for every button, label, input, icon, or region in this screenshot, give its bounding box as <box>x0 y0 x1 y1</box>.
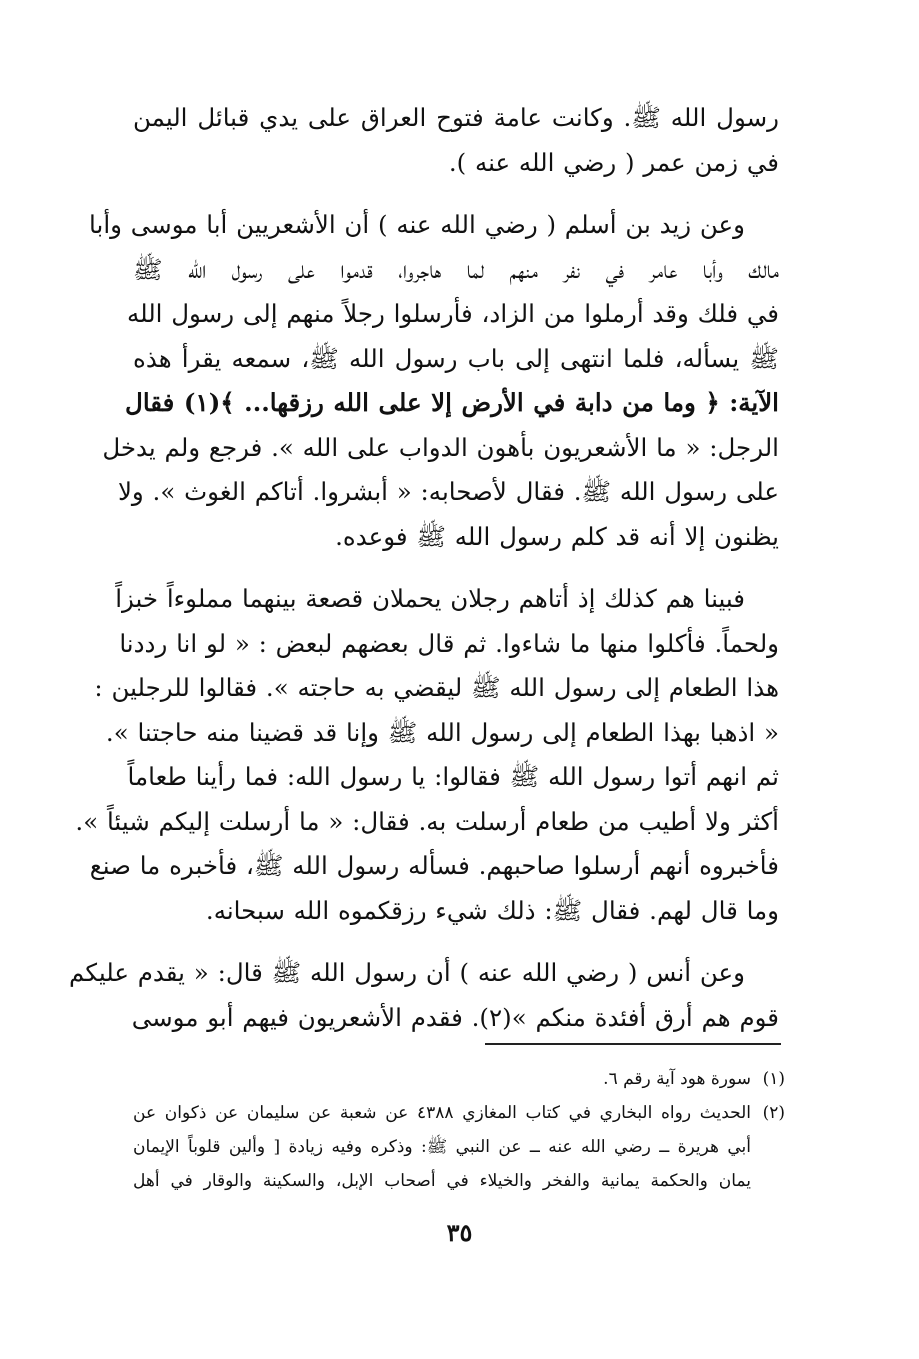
paragraph-3 <box>75 577 779 933</box>
paragraph-4 <box>69 951 779 1040</box>
text-line: على رسول الله ﷺ. فقال لأصحابه: « أبشروا. أتاكم الغوث ». ولا <box>117 477 779 506</box>
footnotes <box>133 1062 785 1198</box>
footnote-separator <box>485 1043 781 1045</box>
paragraph-2 <box>89 203 779 559</box>
text-line: ثم انهم أتوا رسول الله ﷺ فقالوا: يا رسول الله: فما رأينا طعاماً <box>127 762 779 791</box>
footnote-number: (٢) <box>762 1103 785 1123</box>
text-line: وعن زيد بن أسلم ( رضي الله عنه ) أن الأشعريين أبا موسى وأبا <box>89 210 745 239</box>
body-text <box>69 96 779 1058</box>
paragraph-1 <box>133 96 779 185</box>
quran-verse-line: الآية: ﴿ وما من دابة في الأرض إلا على الله رزقها... ﴾(١) فقال <box>125 388 779 417</box>
text-line: في زمن عمر ( رضي الله عنه ). <box>448 147 779 177</box>
text-line: ولحماً. فأكلوا منها ما شاءوا. ثم قال بعضهم لبعض : « لو انا رددنا <box>119 628 779 658</box>
footnote-line: أبي هريرة ــ رضي الله عنه ــ عن النبي ﷺ: وذكره وفيه زيادة [ وألين قلوباً الإيمان <box>133 1137 751 1157</box>
text-line: رسول الله ﷺ. وكانت عامة فتوح العراق على يدي قبائل اليمن <box>133 103 779 132</box>
text-line: « اذهبا بهذا الطعام إلى رسول الله ﷺ وإنا قد قضينا منه حاجتنا ». <box>105 717 779 747</box>
text-line: قوم هم أرق أفئدة منكم »(٢). فقدم الأشعريون فيهم أبو موسى <box>131 1002 779 1032</box>
footnote-2 <box>133 1096 785 1198</box>
text-line: وما قال لهم. فقال ﷺ: ذلك شيء رزقكموه الله سبحانه. <box>205 895 779 925</box>
text-line: أكثر ولا أطيب من طعام أرسلت به. فقال: « ما أرسلت إليكم شيئاً ». <box>75 806 779 836</box>
text-line: فأخبروه أنهم أرسلوا صاحبهم. فسأله رسول الله ﷺ، فأخبره ما صنع <box>89 851 779 880</box>
footnote-line: سورة هود آية رقم ٦. <box>603 1069 751 1089</box>
text-line: ﷺ يسأله، فلما انتهى إلى باب رسول الله ﷺ، سمعه يقرأ هذه <box>133 343 779 373</box>
text-line: مالك وأبا عامر في نفر منهم لما هاجروا، قدموا على رسول الله ﷺ <box>133 254 779 284</box>
text-line: يظنون إلا أنه قد كلم رسول الله ﷺ فوعده. <box>335 521 779 551</box>
footnote-line: الحديث رواه البخاري في كتاب المغازي ٤٣٨٨ عن شعبة عن سليمان عن ذكوان عن <box>133 1103 751 1123</box>
text-line: فبينا هم كذلك إذ أتاهم رجلان يحملان قصعة بينهما مملوءاً خبزاً <box>115 584 745 613</box>
text-line: الرجل: « ما الأشعريون بأهون الدواب على الله ». فرجع ولم يدخل <box>102 432 779 462</box>
text-line: هذا الطعام إلى رسول الله ﷺ ليقضي به حاجته ». فقالوا للرجلين : <box>94 673 779 702</box>
footnote-line: يمان والحكمة يمانية والفخر والخيلاء في أصحاب الإبل، والسكينة والوقار في أهل <box>133 1171 751 1191</box>
footnote-number: (١) <box>762 1069 785 1089</box>
text-line: في فلك وقد أرملوا من الزاد، فأرسلوا رجلاً منهم إلى رسول الله <box>126 299 779 328</box>
footnote-1 <box>133 1062 785 1096</box>
text-line: وعن أنس ( رضي الله عنه ) أن رسول الله ﷺ قال: « يقدم عليكم <box>69 958 745 987</box>
page-number: ٣٥ <box>446 1218 473 1247</box>
